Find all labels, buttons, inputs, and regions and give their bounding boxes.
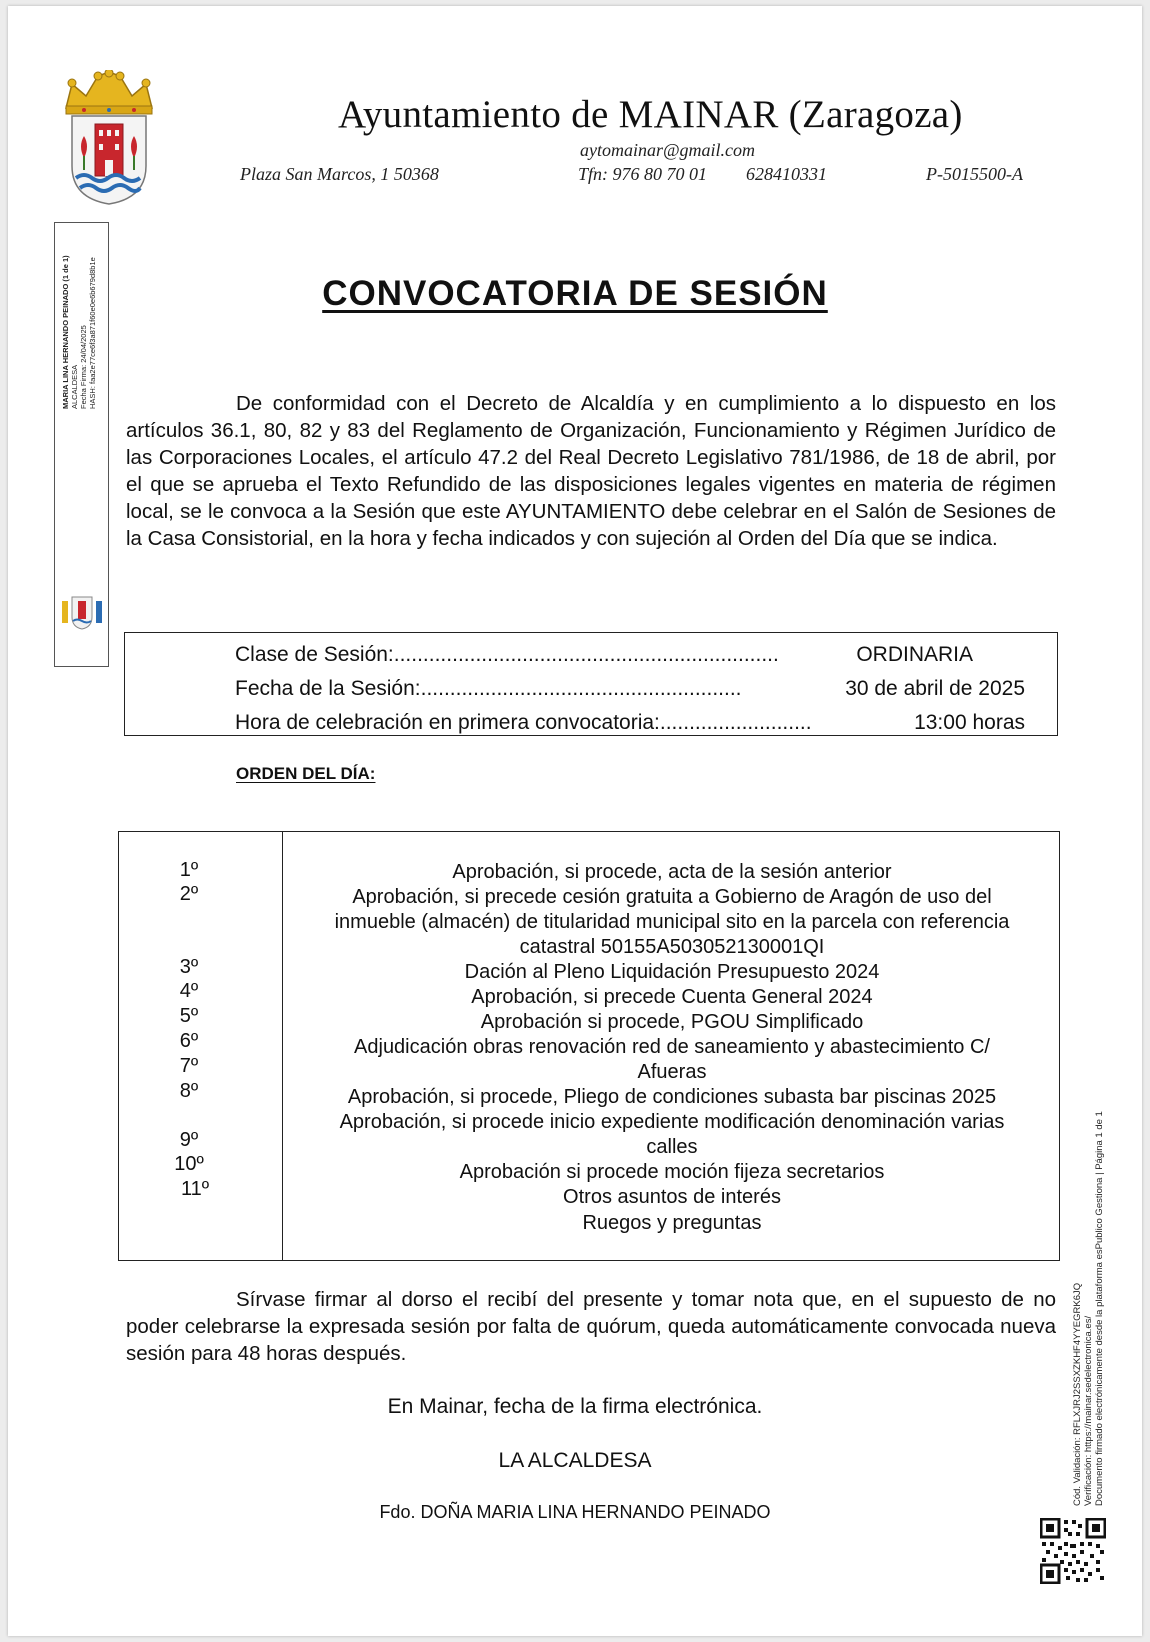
qr-code-icon xyxy=(1040,1518,1106,1584)
agenda-item: Adjudicación obras renovación red de saneamiento y abastecimiento C/ xyxy=(354,1036,990,1058)
agenda-number: 9º xyxy=(179,1129,199,1151)
agenda-item: Afueras xyxy=(637,1061,707,1083)
agenda-item: Aprobación, si procede, acta de la sesión anterior xyxy=(452,861,892,883)
agenda-number: 8º xyxy=(179,1080,199,1102)
agenda-item: Aprobación, si precede cesión gratuita a Gobierno de Aragón de uso del xyxy=(352,886,992,908)
session-date-label: Fecha de la Sesión:....................................................... xyxy=(235,677,742,700)
signature-platform-note: Documento firmado electrónicamente desde la plataforma esPublico Gestiona | Página 1 de 1 xyxy=(1094,1111,1105,1506)
verification-url: Verificación: https://mainar.sedelectronica.es/ xyxy=(1083,1315,1094,1506)
session-details-box xyxy=(124,632,1058,736)
agenda-number: 1º xyxy=(179,859,199,881)
agenda-item: calles xyxy=(646,1136,698,1158)
signer-name: Fdo. DOÑA MARIA LINA HERNANDO PEINADO xyxy=(379,1502,771,1522)
agenda-heading: ORDEN DEL DÍA: xyxy=(236,764,376,783)
session-time-label: Hora de celebración en primera convocatoria:.......................... xyxy=(235,711,812,734)
agenda-item: inmueble (almacén) de titularidad municipal sito en la parcela con referencia xyxy=(334,911,1010,933)
coat-of-arms-logo xyxy=(54,70,164,206)
agenda-item: catastral 50155A503052130001QI xyxy=(519,936,825,958)
document-title: CONVOCATORIA DE SESIÓN xyxy=(322,274,828,313)
agenda-item: Aprobación, si procede inicio expediente modificación denominación varias xyxy=(339,1111,1005,1133)
closing-paragraph: Sírvase firmar al dorso el recibí del presente y tomar nota que, en el supuesto de no poder celebrarse la expresada sesión por falta de quórum, queda automáticamente convocada nueva sesión para 48 horas después. xyxy=(126,1288,1056,1365)
agenda-number: 4º xyxy=(179,980,199,1002)
agenda-number: 3º xyxy=(179,956,199,978)
entity-code: P-5015500-A xyxy=(926,164,1023,184)
agenda-number: 6º xyxy=(179,1030,199,1052)
agenda-number: 10º xyxy=(174,1153,204,1175)
stamp-signer: MARIA LINA HERNANDO PEINADO (1 de 1) xyxy=(61,255,70,409)
stamp-role: ALCALDESA xyxy=(70,364,79,409)
agenda-number: 5º xyxy=(179,1005,199,1027)
session-date-value: 30 de abril de 2025 xyxy=(845,677,1025,700)
session-time-value: 13:00 horas xyxy=(914,711,1025,734)
agenda-number: 2º xyxy=(179,883,199,905)
session-type-label: Clase de Sesión:.................................................................. xyxy=(235,643,779,666)
stamp-hash: HASH: faa2e77ce6f3a871f60e0e6b679d8b1e xyxy=(88,257,97,409)
town-hall-title: Ayuntamiento de MAINAR (Zaragoza) xyxy=(338,93,963,136)
stamp-date: Fecha Firma: 24/04/2025 xyxy=(79,325,88,409)
signer-role: LA ALCALDESA xyxy=(498,1449,652,1472)
agenda-item: Otros asuntos de interés xyxy=(563,1186,781,1208)
session-type-value: ORDINARIA xyxy=(856,643,973,666)
postal-address: Plaza San Marcos, 1 50368 xyxy=(240,164,439,184)
agenda-item: Aprobación si procede, PGOU Simplificado xyxy=(480,1011,864,1033)
stamp-logo-icon xyxy=(60,591,104,631)
agenda-number: 11º xyxy=(180,1178,210,1200)
phone-number-2: 628410331 xyxy=(746,164,827,184)
place-date: En Mainar, fecha de la firma electrónica. xyxy=(387,1395,763,1418)
agenda-item: Aprobación si procede moción fijeza secretarios xyxy=(459,1161,885,1183)
agenda-item: Dación al Pleno Liquidación Presupuesto 2024 xyxy=(464,961,880,983)
phone-number: Tfn: 976 80 70 01 xyxy=(578,164,708,184)
agenda-item: Aprobación, si precede Cuenta General 2024 xyxy=(471,986,873,1008)
agenda-item: Aprobación, si procede, Pliego de condiciones subasta bar piscinas 2025 xyxy=(347,1086,997,1108)
agenda-number: 7º xyxy=(179,1055,199,1077)
verification-block xyxy=(1072,1111,1105,1506)
agenda-column-divider xyxy=(282,832,283,1260)
document-page xyxy=(8,6,1142,1636)
intro-paragraph: De conformidad con el Decreto de Alcaldía y en cumplimiento a lo dispuesto en los artículos 36.1, 80, 82 y 83 del Reglamento de Organización, Funcionamiento y Régimen Jurídico de las Corporaciones Locales, el artículo 47.2 del Real Decreto Legislativo 781/1986, de 18 de abril, por el que se aprueba el Texto Refundido de las disposiciones legales vigentes en materia de régimen local, se le convoca a la Sesión que este AYUNTAMIENTO debe celebrar en el Salón de Sesiones de la Casa Consistorial, en la hora y fecha indicados y con sujeción al Orden del Día que se indica. xyxy=(126,392,1056,550)
agenda-table xyxy=(118,831,1060,1261)
validation-code: Cód. Validación: RFLXJRJ2SSXZKHF4YYEGRK6JQ xyxy=(1072,1282,1083,1506)
email-address: aytomainar@gmail.com xyxy=(580,140,756,160)
agenda-item: Ruegos y preguntas xyxy=(582,1212,762,1234)
